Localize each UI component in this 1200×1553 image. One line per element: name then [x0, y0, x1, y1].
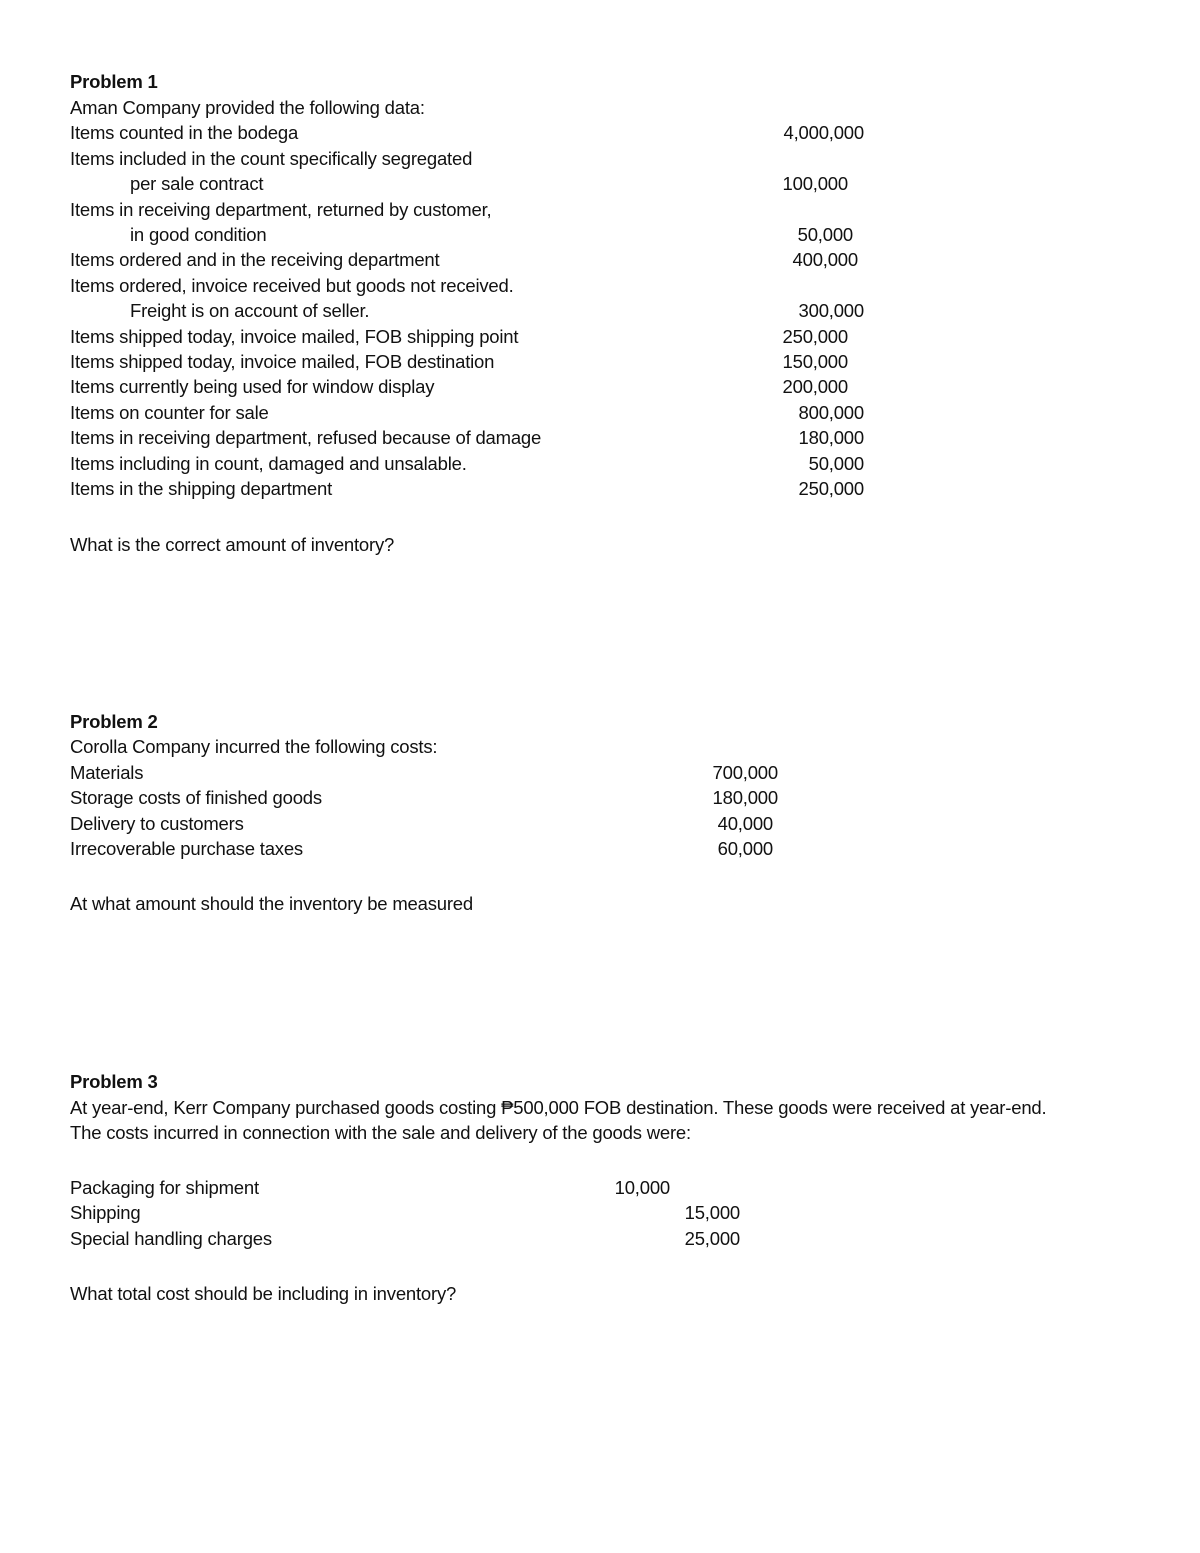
problem1-amount: 180,000 [798, 427, 864, 448]
problem3-amount: 15,000 [684, 1202, 740, 1223]
problem1-line: Freight is on account of seller. [130, 300, 370, 321]
problem2-amount: 60,000 [717, 838, 773, 859]
problem3-amount: 10,000 [614, 1177, 670, 1198]
problem1-line: per sale contract [130, 173, 264, 194]
problem1-line: Items including in count, damaged and unsalable. [70, 453, 467, 474]
problem1-line: Items in the shipping department [70, 478, 333, 499]
problem2-amount: 180,000 [712, 787, 778, 808]
problem1-line: Items on counter for sale [70, 402, 269, 423]
problem1-line: Items currently being used for window display [70, 376, 435, 397]
problem1-title: Problem 1 [70, 71, 158, 92]
problem1-question: What is the correct amount of inventory? [70, 534, 395, 555]
problem1-line: Items included in the count specifically segregated [70, 148, 473, 169]
problem3-intro-line: The costs incurred in connection with the sale and delivery of the goods were: [70, 1122, 691, 1143]
problem3-line: Packaging for shipment [70, 1177, 259, 1198]
problem1-amount: 200,000 [782, 376, 848, 397]
problem1-amount: 150,000 [782, 351, 848, 372]
problem1-amount: 300,000 [798, 300, 864, 321]
problem2-title: Problem 2 [70, 711, 158, 732]
problem2-amount: 40,000 [717, 813, 773, 834]
problem1-amount: 250,000 [798, 478, 864, 499]
problem1-amount: 250,000 [782, 326, 848, 347]
problem1-amount: 100,000 [782, 173, 848, 194]
problem2-intro: Corolla Company incurred the following costs: [70, 736, 438, 757]
problem3-title: Problem 3 [70, 1071, 158, 1092]
problem2-line: Delivery to customers [70, 813, 244, 834]
problem1-line: Items ordered, invoice received but goods not received. [70, 275, 514, 296]
problem3-line: Shipping [70, 1202, 141, 1223]
problem1-amount: 800,000 [798, 402, 864, 423]
problem1-line: Items shipped today, invoice mailed, FOB shipping point [70, 326, 519, 347]
problem1-line: Items counted in the bodega [70, 122, 299, 143]
problem3-line: Special handling charges [70, 1228, 272, 1249]
problem2-question: At what amount should the inventory be measured [70, 893, 473, 914]
problem1-line: Items in receiving department, refused because of damage [70, 427, 542, 448]
problem1-line: in good condition [130, 224, 267, 245]
problem1-line: Items shipped today, invoice mailed, FOB destination [70, 351, 495, 372]
problem1-line: Items in receiving department, returned by customer, [70, 199, 492, 220]
problem2-amount: 700,000 [712, 762, 778, 783]
problem1-intro: Aman Company provided the following data: [70, 97, 425, 118]
problem3-question: What total cost should be including in inventory? [70, 1283, 457, 1304]
problem3-intro-line: At year-end, Kerr Company purchased goods costing ₱500,000 FOB destination. These goods were received at year-end. [70, 1097, 1047, 1118]
problem3-amount: 25,000 [684, 1228, 740, 1249]
problem1-amount: 50,000 [808, 453, 864, 474]
problem1-amount: 50,000 [797, 224, 853, 245]
problem1-line: Items ordered and in the receiving department [70, 249, 440, 270]
problem1-amount: 400,000 [792, 249, 858, 270]
problem1-amount: 4,000,000 [783, 122, 864, 143]
problem2-line: Irrecoverable purchase taxes [70, 838, 303, 859]
problem2-line: Materials [70, 762, 144, 783]
problem2-line: Storage costs of finished goods [70, 787, 322, 808]
